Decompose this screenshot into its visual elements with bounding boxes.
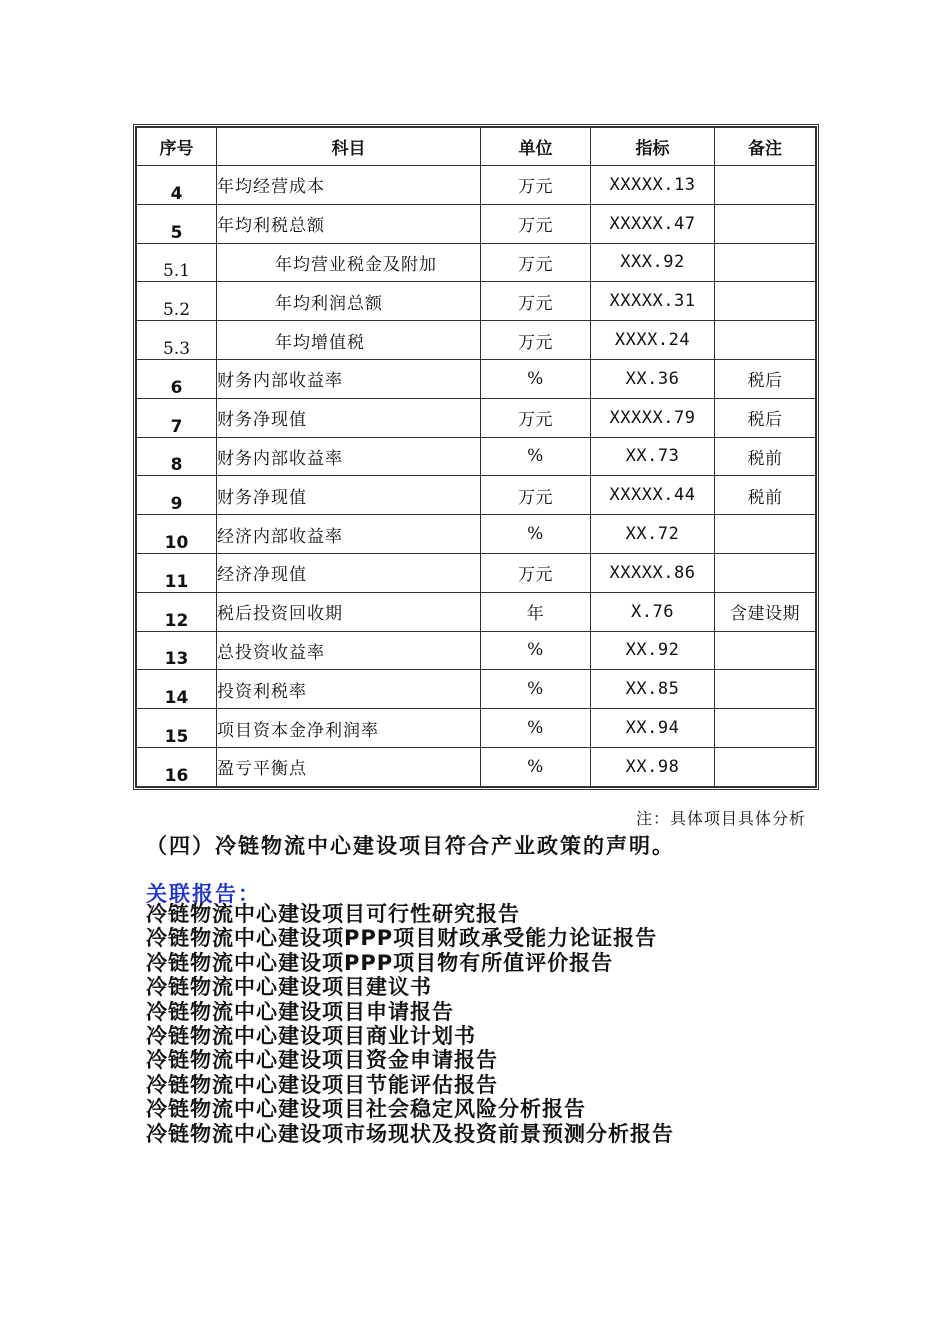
row-item: 经济净现值 [217, 553, 481, 592]
row-no: 13 [137, 631, 217, 670]
row-value: XX.92 [591, 631, 715, 670]
header-item: 科目 [217, 128, 481, 166]
row-item: 年均营业税金及附加 [217, 243, 481, 282]
row-value: XX.72 [591, 515, 715, 554]
row-no: 15 [137, 709, 217, 748]
table-row [137, 515, 816, 554]
table-row [137, 592, 816, 631]
row-no: 5 [137, 204, 217, 243]
row-value: XXXXX.86 [591, 553, 715, 592]
related-report-link[interactable]: 冷链物流中心建设项目节能评估报告 [146, 1072, 498, 1097]
row-unit: 万元 [481, 243, 591, 282]
row-value: XXXXX.13 [591, 166, 715, 205]
row-note: 税后 [715, 398, 816, 437]
table-row [137, 476, 816, 515]
related-reports-list [146, 902, 674, 1146]
related-report-link[interactable]: 冷链物流中心建设项目可行性研究报告 [146, 902, 520, 926]
row-no: 6 [137, 359, 217, 398]
table-row [137, 631, 816, 670]
row-unit: % [481, 670, 591, 709]
row-note [715, 553, 816, 592]
table-row [137, 709, 816, 748]
row-unit: 万元 [481, 476, 591, 515]
table-row [137, 670, 816, 709]
row-item: 财务内部收益率 [217, 437, 481, 476]
indicator-table [136, 127, 816, 787]
related-reports-title: 关联报告： [146, 882, 261, 906]
related-report-link[interactable]: 冷链物流中心建设项PPP项目财政承受能力论证报告 [146, 926, 658, 951]
row-note [715, 709, 816, 748]
row-value: XXXXX.79 [591, 398, 715, 437]
row-value: X.76 [591, 592, 715, 631]
header-value: 指标 [591, 128, 715, 166]
row-unit: % [481, 515, 591, 554]
related-report-link[interactable]: 冷链物流中心建设项目社会稳定风险分析报告 [146, 1097, 586, 1122]
table-row [137, 437, 816, 476]
row-no: 11 [137, 553, 217, 592]
row-no: 8 [137, 437, 217, 476]
row-note [715, 747, 816, 786]
row-no: 5.3 [137, 321, 217, 360]
row-unit: % [481, 747, 591, 786]
related-report-link[interactable]: 冷链物流中心建设项市场现状及投资前景预测分析报告 [146, 1121, 674, 1146]
indicator-table-frame [133, 124, 819, 790]
row-unit: 万元 [481, 204, 591, 243]
related-report-link[interactable]: 冷链物流中心建设项PPP项目物有所值评价报告 [146, 950, 614, 975]
row-item: 年均经营成本 [217, 166, 481, 205]
row-unit: % [481, 437, 591, 476]
row-unit: % [481, 359, 591, 398]
row-no: 4 [137, 166, 217, 205]
row-value: XXXXX.31 [591, 282, 715, 321]
row-no: 14 [137, 670, 217, 709]
row-item: 年均利税总额 [217, 204, 481, 243]
related-report-link[interactable]: 冷链物流中心建设项目资金申请报告 [146, 1048, 498, 1073]
row-note: 含建设期 [715, 592, 816, 631]
row-note [715, 204, 816, 243]
table-header-row [137, 128, 816, 166]
table-row [137, 359, 816, 398]
table-row [137, 321, 816, 360]
row-item: 年均增值税 [217, 321, 481, 360]
table-row [137, 204, 816, 243]
row-item: 财务内部收益率 [217, 359, 481, 398]
row-item: 税后投资回收期 [217, 592, 481, 631]
row-value: XXXX.24 [591, 321, 715, 360]
row-unit: 万元 [481, 398, 591, 437]
row-unit: 万元 [481, 321, 591, 360]
related-report-link[interactable]: 冷链物流中心建设项目商业计划书 [146, 1024, 476, 1049]
row-unit: % [481, 631, 591, 670]
row-note [715, 631, 816, 670]
table-row [137, 398, 816, 437]
header-note: 备注 [715, 128, 816, 166]
row-item: 财务净现值 [217, 398, 481, 437]
row-no: 5.1 [137, 243, 217, 282]
row-note: 税前 [715, 437, 816, 476]
row-note [715, 166, 816, 205]
row-note: 税前 [715, 476, 816, 515]
table-row [137, 282, 816, 321]
header-unit: 单位 [481, 128, 591, 166]
table-row [137, 243, 816, 282]
row-value: XX.73 [591, 437, 715, 476]
row-note [715, 515, 816, 554]
row-no: 16 [137, 747, 217, 786]
row-note [715, 282, 816, 321]
row-value: XXXXX.44 [591, 476, 715, 515]
row-unit: 年 [481, 592, 591, 631]
table-row [137, 553, 816, 592]
row-item: 经济内部收益率 [217, 515, 481, 554]
row-item: 项目资本金净利润率 [217, 709, 481, 748]
row-no: 5.2 [137, 282, 217, 321]
row-note: 税后 [715, 359, 816, 398]
row-item: 年均利润总额 [217, 282, 481, 321]
header-no: 序号 [137, 128, 217, 166]
row-no: 9 [137, 476, 217, 515]
row-no: 10 [137, 515, 217, 554]
section-heading: （四）冷链物流中心建设项目符合产业政策的声明。 [146, 834, 675, 858]
row-unit: 万元 [481, 282, 591, 321]
row-note [715, 321, 816, 360]
related-report-link[interactable]: 冷链物流中心建设项目申请报告 [146, 999, 454, 1024]
row-value: XX.85 [591, 670, 715, 709]
row-value: XXX.92 [591, 243, 715, 282]
row-item: 盈亏平衡点 [217, 747, 481, 786]
row-value: XX.98 [591, 747, 715, 786]
table-footnote: 注：具体项目具体分析 [635, 809, 806, 828]
related-report-link[interactable]: 冷链物流中心建设项目建议书 [146, 975, 432, 1000]
row-value: XXXXX.47 [591, 204, 715, 243]
row-note [715, 670, 816, 709]
table-row [137, 747, 816, 786]
row-value: XX.94 [591, 709, 715, 748]
row-unit: % [481, 709, 591, 748]
row-no: 12 [137, 592, 217, 631]
row-note [715, 243, 816, 282]
row-no: 7 [137, 398, 217, 437]
table-row [137, 166, 816, 205]
row-item: 总投资收益率 [217, 631, 481, 670]
row-unit: 万元 [481, 553, 591, 592]
row-value: XX.36 [591, 359, 715, 398]
row-item: 财务净现值 [217, 476, 481, 515]
row-unit: 万元 [481, 166, 591, 205]
row-item: 投资利税率 [217, 670, 481, 709]
